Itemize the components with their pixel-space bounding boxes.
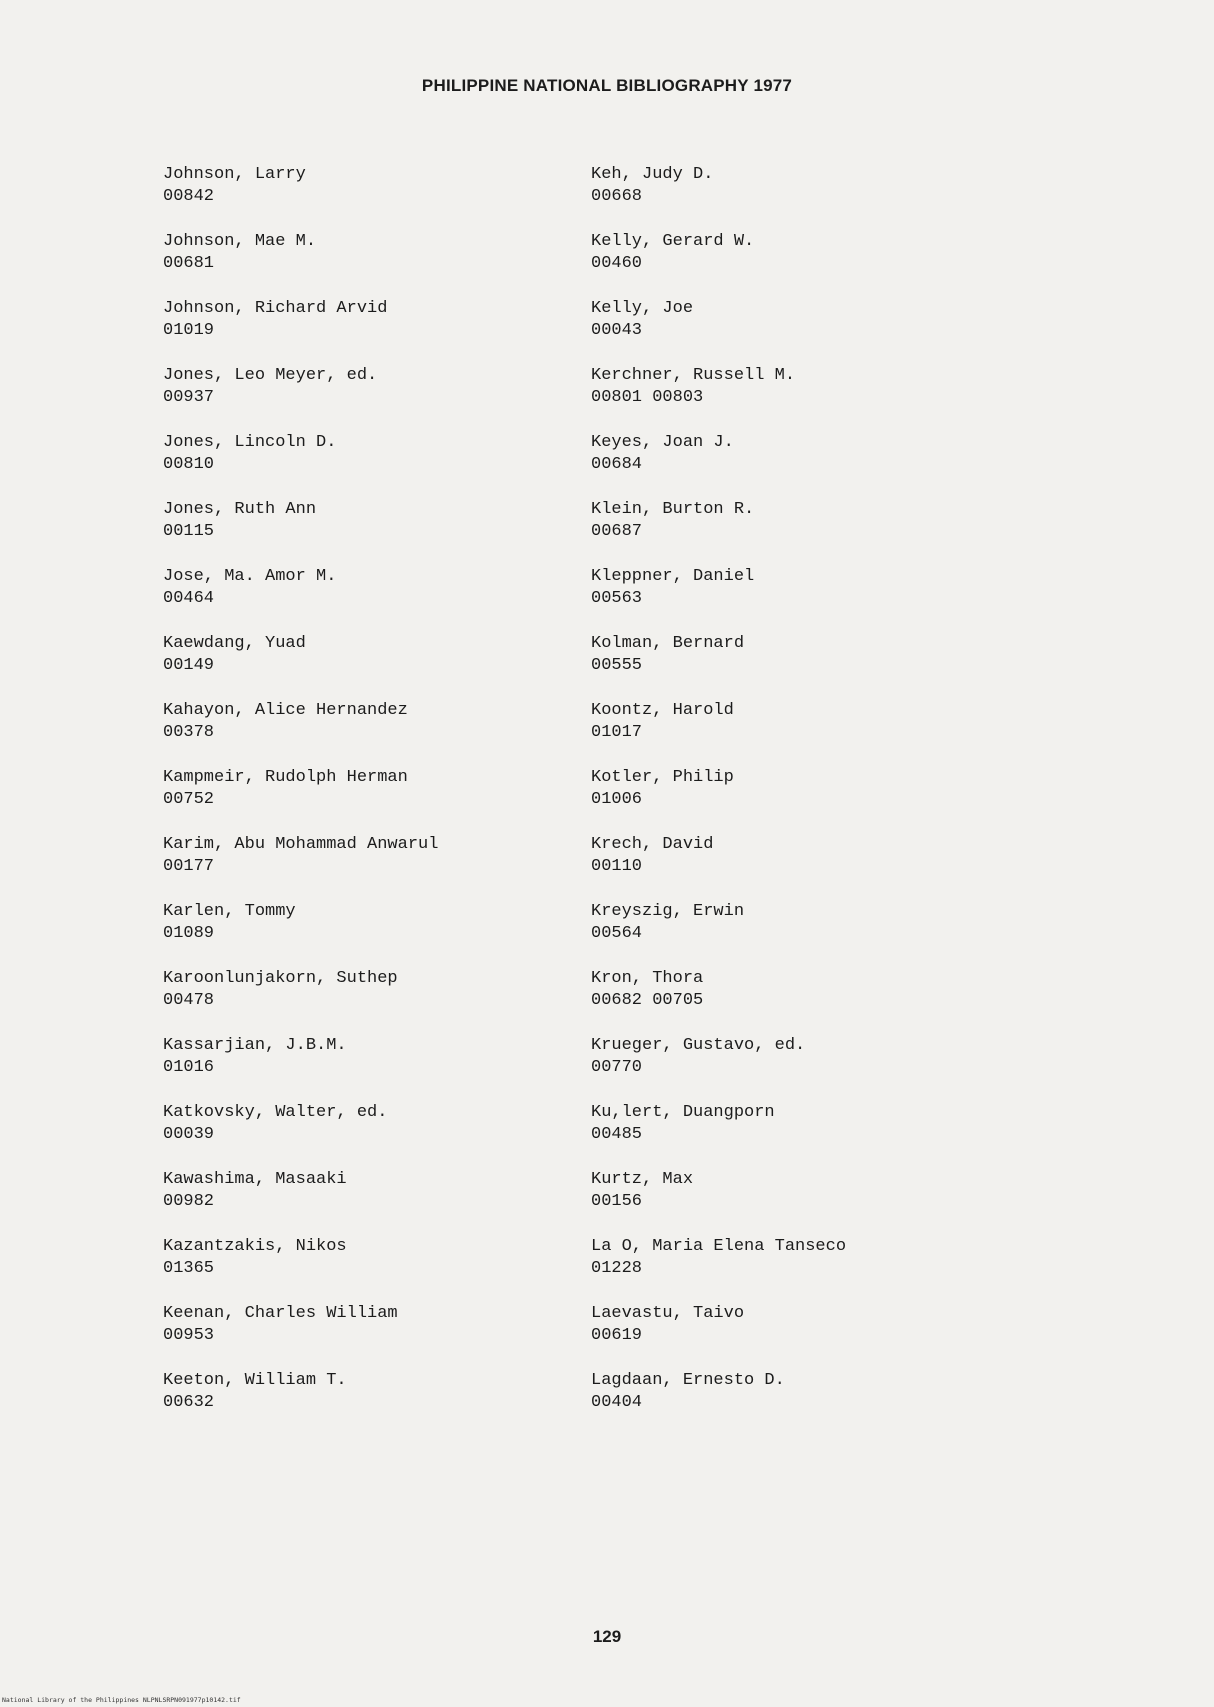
page-number: 129	[592, 1627, 622, 1646]
entry-numbers: 00563	[591, 588, 643, 608]
index-entry	[591, 1169, 1111, 1236]
entry-numbers: 00378	[163, 722, 215, 742]
entry-numbers: 00681	[163, 253, 215, 273]
index-entry	[163, 566, 583, 633]
index-entry	[163, 1303, 583, 1370]
index-entry	[163, 1236, 583, 1303]
index-entry	[591, 432, 1111, 499]
index-entry	[163, 231, 583, 298]
author-name: Kolman, Bernard	[591, 634, 745, 653]
author-name: Ku,lert, Duangporn	[591, 1103, 775, 1122]
index-entry	[163, 834, 583, 901]
author-name: Keyes, Joan J.	[591, 433, 734, 452]
entry-numbers: 00632	[163, 1392, 215, 1412]
index-column-left	[163, 164, 583, 1437]
author-name: Karlen, Tommy	[163, 902, 296, 921]
entry-numbers: 00043	[591, 320, 643, 340]
entry-numbers: 00460	[591, 253, 643, 273]
index-entry	[591, 164, 1111, 231]
author-name: Keh, Judy D.	[591, 165, 714, 184]
author-name: Katkovsky, Walter, ed.	[163, 1103, 388, 1122]
index-entry	[163, 1169, 583, 1236]
index-entry	[591, 1303, 1111, 1370]
author-name: Kurtz, Max	[591, 1170, 694, 1189]
entry-numbers: 00684	[591, 454, 643, 474]
entry-numbers: 00177	[163, 856, 215, 876]
author-name: Karoonlunjakorn, Suthep	[163, 969, 398, 988]
entry-numbers: 00564	[591, 923, 643, 943]
author-name: Kerchner, Russell M.	[591, 366, 796, 385]
author-name: Kelly, Joe	[591, 299, 694, 318]
index-entry	[591, 901, 1111, 968]
author-name: Jones, Leo Meyer, ed.	[163, 366, 378, 385]
entry-numbers: 00687	[591, 521, 643, 541]
index-entry	[591, 767, 1111, 834]
index-entry	[163, 767, 583, 834]
author-name: Kazantzakis, Nikos	[163, 1237, 347, 1256]
index-entry	[591, 231, 1111, 298]
entry-numbers: 00149	[163, 655, 215, 675]
author-name: Jones, Lincoln D.	[163, 433, 337, 452]
index-entry	[591, 1035, 1111, 1102]
entry-numbers: 00842	[163, 186, 215, 206]
author-name: Jones, Ruth Ann	[163, 500, 317, 519]
author-name: Klein, Burton R.	[591, 500, 755, 519]
entry-numbers: 00555	[591, 655, 643, 675]
index-entry	[163, 164, 583, 231]
entry-numbers: 00115	[163, 521, 215, 541]
author-name: Kotler, Philip	[591, 768, 734, 787]
entry-numbers: 00619	[591, 1325, 643, 1345]
author-name: Johnson, Larry	[163, 165, 306, 184]
author-name: Kleppner, Daniel	[591, 567, 755, 586]
author-name: Johnson, Mae M.	[163, 232, 317, 251]
author-name: Krech, David	[591, 835, 714, 854]
entry-numbers: 00982	[163, 1191, 215, 1211]
index-entry	[163, 432, 583, 499]
entry-numbers: 00953	[163, 1325, 215, 1345]
entry-numbers: 00937	[163, 387, 215, 407]
index-entry	[591, 1102, 1111, 1169]
index-entry	[163, 298, 583, 365]
author-name: Krueger, Gustavo, ed.	[591, 1036, 806, 1055]
author-name: Kampmeir, Rudolph Herman	[163, 768, 408, 787]
index-entry	[163, 968, 583, 1035]
entry-numbers: 00668	[591, 186, 643, 206]
index-entry	[591, 298, 1111, 365]
author-name: Koontz, Harold	[591, 701, 734, 720]
entry-numbers: 00770	[591, 1057, 643, 1077]
index-entry	[163, 365, 583, 432]
author-name: La O, Maria Elena Tanseco	[591, 1237, 847, 1256]
scan-credit: National Library of the Philippines NLPNLSRPN091977p10142.tif	[2, 1696, 241, 1704]
index-entry	[163, 633, 583, 700]
author-name: Kreyszig, Erwin	[591, 902, 745, 921]
index-entry	[163, 901, 583, 968]
author-name: Keenan, Charles William	[163, 1304, 398, 1323]
entry-numbers: 00110	[591, 856, 643, 876]
index-entry	[591, 633, 1111, 700]
author-name: Jose, Ma. Amor M.	[163, 567, 337, 586]
index-entry	[163, 1102, 583, 1169]
index-entry	[591, 968, 1111, 1035]
entry-numbers: 01089	[163, 923, 215, 943]
index-entry	[591, 834, 1111, 901]
index-entry	[591, 1370, 1111, 1437]
entry-numbers: 00156	[591, 1191, 643, 1211]
index-entry	[163, 499, 583, 566]
index-entry	[163, 700, 583, 767]
author-name: Kassarjian, J.B.M.	[163, 1036, 347, 1055]
entry-numbers: 00404	[591, 1392, 643, 1412]
entry-numbers: 00801 00803	[591, 387, 704, 407]
index-entry	[591, 1236, 1111, 1303]
author-name: Lagdaan, Ernesto D.	[591, 1371, 785, 1390]
author-name: Kaewdang, Yuad	[163, 634, 306, 653]
entry-numbers: 01019	[163, 320, 215, 340]
author-name: Kelly, Gerard W.	[591, 232, 755, 251]
author-name: Kahayon, Alice Hernandez	[163, 701, 408, 720]
entry-numbers: 00478	[163, 990, 215, 1010]
index-entry	[163, 1035, 583, 1102]
entry-numbers: 00485	[591, 1124, 643, 1144]
entry-numbers: 01017	[591, 722, 643, 742]
index-entry	[591, 365, 1111, 432]
entry-numbers: 01365	[163, 1258, 215, 1278]
author-name: Karim, Abu Mohammad Anwarul	[163, 835, 439, 854]
index-entry	[163, 1370, 583, 1437]
author-name: Laevastu, Taivo	[591, 1304, 745, 1323]
entry-numbers: 01006	[591, 789, 643, 809]
entry-numbers: 00682 00705	[591, 990, 704, 1010]
index-entry	[591, 499, 1111, 566]
author-name: Keeton, William T.	[163, 1371, 347, 1390]
index-entry	[591, 566, 1111, 633]
entry-numbers: 00464	[163, 588, 215, 608]
entry-numbers: 00039	[163, 1124, 215, 1144]
page-title: PHILIPPINE NATIONAL BIBLIOGRAPHY 1977	[421, 76, 793, 95]
entry-numbers: 00810	[163, 454, 215, 474]
index-entry	[591, 700, 1111, 767]
author-name: Kron, Thora	[591, 969, 704, 988]
entry-numbers: 01016	[163, 1057, 215, 1077]
entry-numbers: 01228	[591, 1258, 643, 1278]
entry-numbers: 00752	[163, 789, 215, 809]
author-name: Kawashima, Masaaki	[163, 1170, 347, 1189]
index-column-right	[591, 164, 1111, 1437]
author-name: Johnson, Richard Arvid	[163, 299, 388, 318]
